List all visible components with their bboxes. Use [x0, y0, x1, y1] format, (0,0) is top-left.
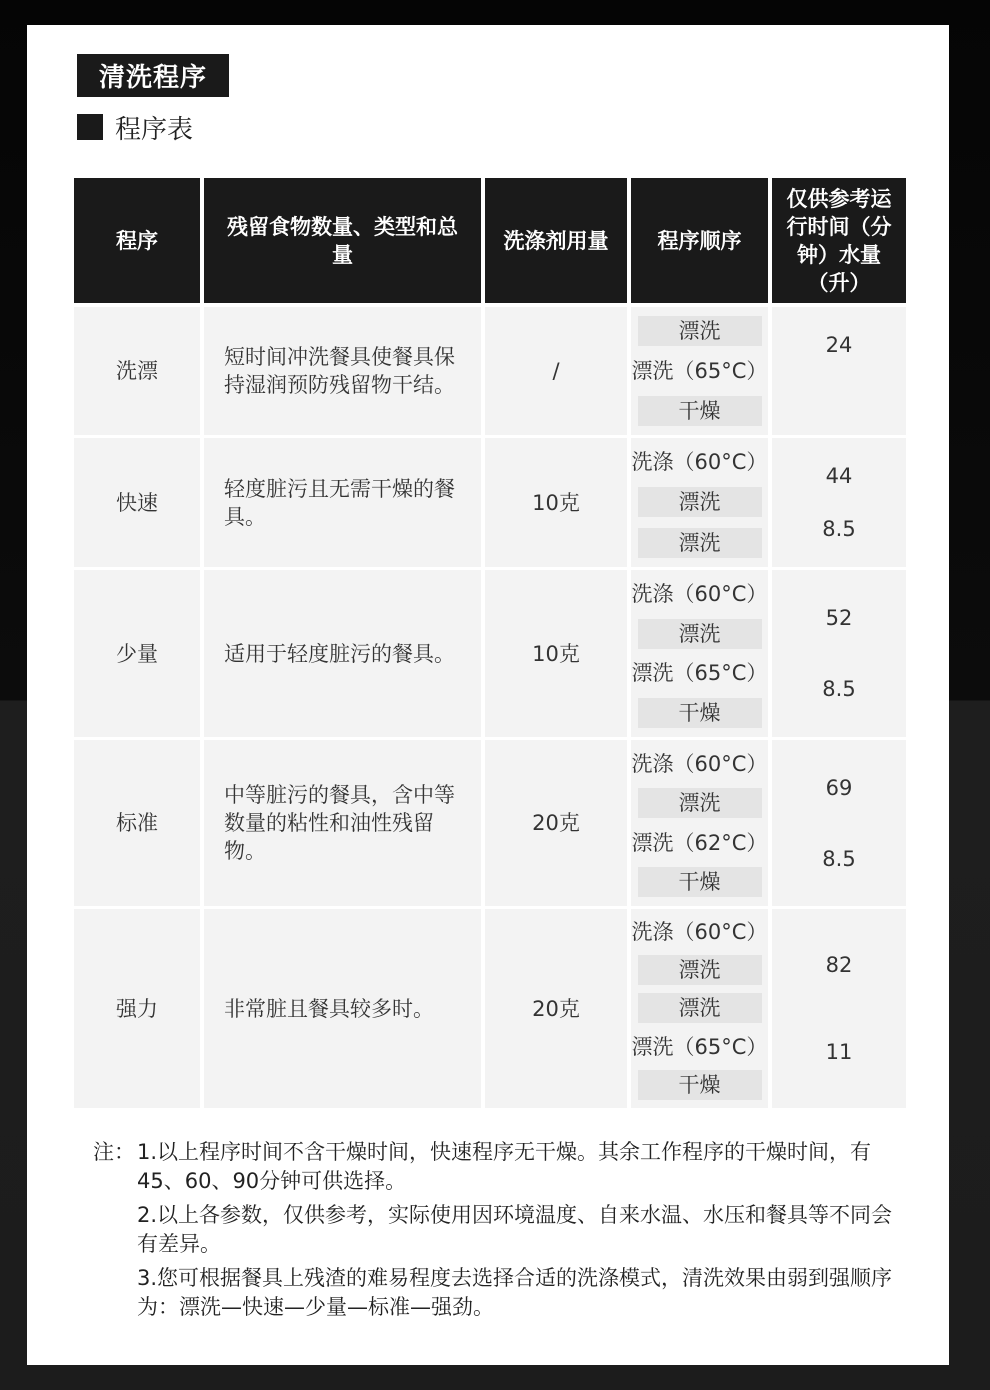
cell-reference	[772, 438, 906, 567]
run-time: 44	[825, 464, 853, 489]
cell-description: 非常脏且餐具较多时。	[204, 909, 481, 1108]
note-item	[93, 1201, 913, 1259]
cell-program: 快速	[74, 438, 200, 567]
step-item: 漂洗（65°C）	[631, 359, 768, 383]
cell-detergent: /	[485, 307, 627, 435]
cell-sequence	[631, 438, 768, 567]
header-sequence: 程序顺序	[631, 178, 768, 303]
header-detergent: 洗涤剂用量	[485, 178, 627, 303]
step-item: 漂洗	[638, 955, 762, 985]
step-item: 洗涤（60°C）	[631, 751, 768, 776]
program-card	[27, 25, 949, 1365]
water-amount: 8.5	[822, 846, 856, 871]
header-reference: 仅供参考运行时间（分钟）水量（升）	[772, 178, 906, 303]
cell-sequence	[631, 909, 768, 1108]
cell-reference	[772, 740, 906, 906]
step-item: 漂洗	[638, 993, 762, 1023]
note-item	[93, 1264, 913, 1322]
step-item: 干燥	[638, 867, 762, 897]
table-subtitle	[77, 109, 193, 145]
water-amount: 8.5	[822, 516, 856, 541]
step-item: 洗涤（60°C）	[631, 450, 768, 475]
step-item: 漂洗	[638, 316, 762, 346]
note-text: 3.您可根据餐具上残渣的难易程度去选择合适的洗涤模式，清洗效果由弱到强顺序为：漂洗—快速—少量—标准—强劲。	[137, 1266, 893, 1319]
cell-sequence	[631, 740, 768, 906]
step-item: 洗涤（60°C）	[631, 581, 768, 606]
cell-detergent: 20克	[485, 909, 627, 1108]
cell-description: 轻度脏污且无需干燥的餐具。	[204, 438, 481, 567]
step-item: 漂洗	[638, 528, 762, 558]
cell-program: 标准	[74, 740, 200, 906]
cell-program: 洗漂	[74, 307, 200, 435]
cell-description: 中等脏污的餐具，含中等数量的粘性和油性残留物。	[204, 740, 481, 906]
section-title: 清洗程序	[77, 54, 229, 97]
step-item: 洗涤（60°C）	[631, 920, 768, 945]
run-time: 69	[825, 775, 853, 800]
notes-lead: 注：	[93, 1140, 135, 1164]
step-item: 干燥	[638, 698, 762, 728]
step-item: 漂洗（65°C）	[631, 661, 768, 686]
run-time: 82	[825, 952, 853, 977]
note-item	[93, 1138, 913, 1196]
water-amount: 8.5	[822, 677, 856, 702]
cell-program: 少量	[74, 570, 200, 737]
cell-reference	[772, 909, 906, 1108]
cell-detergent: 20克	[485, 740, 627, 906]
water-amount: 11	[825, 1040, 853, 1065]
cell-description: 短时间冲洗餐具使餐具保持湿润预防残留物干结。	[204, 307, 481, 435]
run-time: 52	[825, 605, 853, 630]
header-description: 残留食物数量、类型和总量	[204, 178, 481, 303]
step-item: 漂洗	[638, 487, 762, 517]
step-item: 漂洗（62°C）	[631, 830, 768, 855]
step-item: 漂洗	[638, 619, 762, 649]
note-text: 1.以上程序时间不含干燥时间，快速程序无干燥。其余工作程序的干燥时间，有45、60、90分钟可供选择。	[137, 1140, 872, 1193]
header-program: 程序	[74, 178, 200, 303]
cell-sequence	[631, 570, 768, 737]
step-item: 干燥	[638, 1070, 762, 1100]
step-item: 漂洗	[638, 788, 762, 818]
cell-sequence	[631, 307, 768, 435]
cell-program: 强力	[74, 909, 200, 1108]
step-item: 漂洗（65°C）	[631, 1034, 768, 1059]
cell-reference	[772, 570, 906, 737]
run-time: 24	[825, 333, 853, 357]
square-bullet-icon	[77, 114, 103, 140]
cell-description: 适用于轻度脏污的餐具。	[204, 570, 481, 737]
note-text: 2.以上各参数，仅供参考，实际使用因环境温度、自来水温、水压和餐具等不同会有差异。	[137, 1203, 893, 1256]
step-item: 干燥	[638, 396, 762, 426]
notes	[93, 1138, 913, 1327]
cell-detergent: 10克	[485, 438, 627, 567]
cell-reference	[772, 307, 906, 435]
subtitle-text: 程序表	[115, 114, 194, 145]
cell-detergent: 10克	[485, 570, 627, 737]
